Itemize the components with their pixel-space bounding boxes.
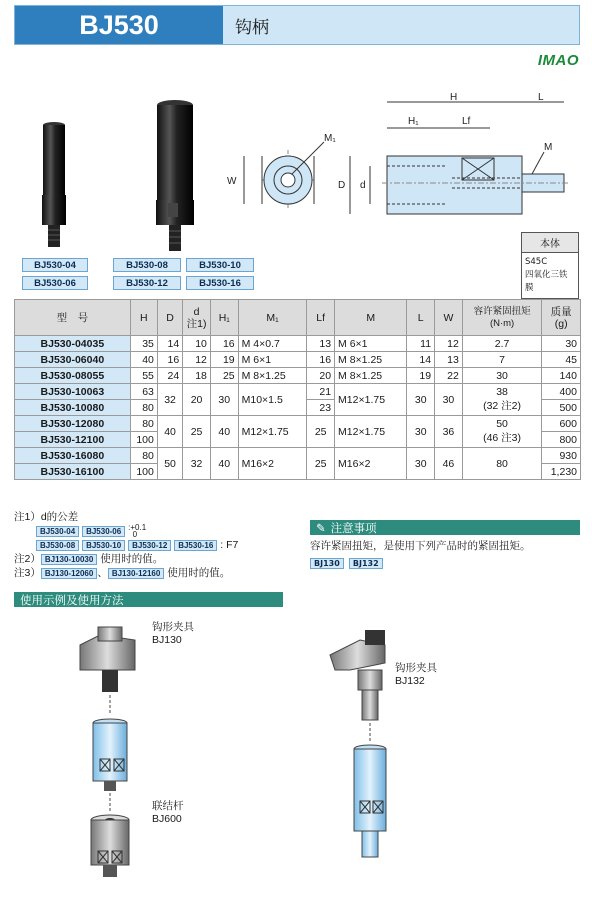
table-cell: 80 <box>130 416 157 432</box>
dim-label-d-inner: d <box>360 180 366 191</box>
chip-bj130: BJ130 <box>310 558 344 569</box>
part-chip: BJ130-10030 <box>41 554 97 565</box>
table-cell: M12×1.75 <box>335 416 407 448</box>
th-torque: 容许紧固扭矩 (N·m) <box>462 300 542 336</box>
table-cell: 400 <box>542 384 581 400</box>
note-1-line-b: BJ530-08 BJ530-10 BJ530-12 BJ530-16 : F7 <box>14 538 238 552</box>
th-w: W <box>435 300 463 336</box>
table-cell: 40 <box>210 448 238 480</box>
model-cell: BJ530-10063 <box>15 384 131 400</box>
table-cell: M 8×1.25 <box>238 368 307 384</box>
table-cell: 30 <box>210 384 238 416</box>
table-cell: 13 <box>435 352 463 368</box>
usage-illustration <box>60 615 490 910</box>
table-cell: 16 <box>157 352 182 368</box>
model-cell: BJ530-04035 <box>15 336 131 352</box>
photo-label-bj530-08: BJ530-08 <box>113 258 181 272</box>
part-chip: BJ130-12160 <box>108 568 164 579</box>
callout-bj132: 钩形夹具 BJ132 <box>395 662 437 687</box>
table-cell: 30 <box>407 448 435 480</box>
table-cell: M 8×1.25 <box>335 368 407 384</box>
product-code: BJ530 <box>15 6 223 44</box>
table-cell: 7 <box>462 352 542 368</box>
table-cell: 16 <box>307 352 335 368</box>
pencil-icon: ✎ <box>316 520 326 535</box>
material-finish: 四氧化三铁膜 <box>525 270 568 293</box>
th-mass: 质量 (g) <box>542 300 581 336</box>
photo-label-bj530-06: BJ530-06 <box>22 276 88 290</box>
table-cell: 500 <box>542 400 581 416</box>
material-box <box>521 232 579 299</box>
product-name: 钩柄 <box>223 6 579 44</box>
table-cell: 50 (46 注3) <box>462 416 542 448</box>
table-cell: M12×1.75 <box>335 384 407 416</box>
table-cell: M16×2 <box>238 448 307 480</box>
dim-label-d-outer: D <box>338 180 346 191</box>
table-cell: 25 <box>210 368 238 384</box>
imao-logo: IMAO <box>537 52 579 69</box>
note-1-line-a: BJ530-04 BJ530-06 :+0.1 0 <box>14 524 238 538</box>
table-cell: 63 <box>130 384 157 400</box>
callout-bj130: 钩形夹具 BJ130 <box>152 621 194 646</box>
note-1: 注1）d的公差 <box>14 511 79 523</box>
table-cell: M 6×1 <box>335 336 407 352</box>
model-cell: BJ530-06040 <box>15 352 131 368</box>
table-cell: 80 <box>130 400 157 416</box>
table-cell: 32 <box>183 448 211 480</box>
material-title: 本体 <box>522 233 578 253</box>
note-2: 注2） BJ130-10030 使用时的值。 <box>14 553 164 566</box>
table-cell: 80 <box>462 448 542 480</box>
photo-label-bj530-12: BJ530-12 <box>113 276 181 290</box>
table-cell: 22 <box>435 368 463 384</box>
dim-label-h1: H₁ <box>408 116 419 127</box>
th-m: M <box>335 300 407 336</box>
chip-bj530-10: BJ530-10 <box>82 540 125 551</box>
table-cell: 10 <box>183 336 211 352</box>
part-chip: BJ130-12060 <box>41 568 97 579</box>
table-cell: 30 <box>462 368 542 384</box>
table-cell: 1,230 <box>542 464 581 480</box>
th-d-outer: D <box>157 300 182 336</box>
table-cell: 46 <box>435 448 463 480</box>
table-cell: 38 (32 注2) <box>462 384 542 416</box>
photo-small-handle <box>34 115 74 250</box>
th-model: 型 号 <box>15 300 131 336</box>
material-steel: S45C <box>525 257 548 267</box>
table-cell: M 8×1.25 <box>335 352 407 368</box>
th-d-inner: d 注1) <box>183 300 211 336</box>
chip-bj530-04: BJ530-04 <box>36 526 79 537</box>
table-cell: 11 <box>407 336 435 352</box>
dim-label-m: M <box>544 142 553 153</box>
table-cell: 21 <box>307 384 335 400</box>
table-row <box>15 384 581 400</box>
table-cell: 25 <box>183 416 211 448</box>
th-h1: H₁ <box>210 300 238 336</box>
table-cell: 30 <box>407 384 435 416</box>
table-cell: 19 <box>210 352 238 368</box>
table-cell: 18 <box>183 368 211 384</box>
caution-text: 容许紧固扭矩，是使用下列产品时的紧固扭矩。 <box>310 540 531 552</box>
table-cell: 80 <box>130 448 157 464</box>
table-cell: 30 <box>542 336 581 352</box>
page-header <box>14 5 580 45</box>
table-row <box>15 368 581 384</box>
table-cell: 20 <box>183 384 211 416</box>
chip-bj530-06: BJ530-06 <box>82 526 125 537</box>
table-cell: 14 <box>157 336 182 352</box>
table-cell: 14 <box>407 352 435 368</box>
th-lf: Lf <box>307 300 335 336</box>
table-row <box>15 336 581 352</box>
table-row <box>15 352 581 368</box>
technical-drawing <box>222 88 582 228</box>
table-cell: 23 <box>307 400 335 416</box>
table-cell: 36 <box>435 416 463 448</box>
model-cell: BJ530-16100 <box>15 464 131 480</box>
dim-label-m1: M₁ <box>324 133 336 144</box>
table-cell: 45 <box>542 352 581 368</box>
dim-label-l: L <box>538 92 544 103</box>
model-cell: BJ530-08055 <box>15 368 131 384</box>
table-cell: 50 <box>157 448 182 480</box>
th-h: H <box>130 300 157 336</box>
photo-label-bj530-16: BJ530-16 <box>186 276 254 290</box>
table-row <box>15 448 581 464</box>
table-cell: M 6×1 <box>238 352 307 368</box>
table-cell: M12×1.75 <box>238 416 307 448</box>
table-row <box>15 416 581 432</box>
table-cell: 24 <box>157 368 182 384</box>
table-cell: 600 <box>542 416 581 432</box>
table-cell: 16 <box>210 336 238 352</box>
notes <box>14 510 238 580</box>
table-cell: 100 <box>130 432 157 448</box>
table-cell: 20 <box>307 368 335 384</box>
usage-title: 使用示例及使用方法 <box>14 592 283 607</box>
table-cell: 140 <box>542 368 581 384</box>
th-l: L <box>407 300 435 336</box>
table-cell: 19 <box>407 368 435 384</box>
model-cell: BJ530-12080 <box>15 416 131 432</box>
dim-label-w: W <box>227 176 237 187</box>
chip-bj530-08: BJ530-08 <box>36 540 79 551</box>
table-cell: 930 <box>542 448 581 464</box>
dim-label-lf: Lf <box>462 116 471 127</box>
table-cell: 40 <box>130 352 157 368</box>
table-cell: M10×1.5 <box>238 384 307 416</box>
model-cell: BJ530-10080 <box>15 400 131 416</box>
table-cell: 800 <box>542 432 581 448</box>
table-header-row <box>15 300 581 336</box>
table-cell: 12 <box>435 336 463 352</box>
chip-bj530-16: BJ530-16 <box>174 540 217 551</box>
spec-table <box>14 299 581 480</box>
chip-bj530-12: BJ530-12 <box>128 540 171 551</box>
model-cell: BJ530-12100 <box>15 432 131 448</box>
model-cell: BJ530-16080 <box>15 448 131 464</box>
table-cell: 12 <box>183 352 211 368</box>
table-cell: 25 <box>307 416 335 448</box>
th-m1: M₁ <box>238 300 307 336</box>
table-cell: 25 <box>307 448 335 480</box>
photo-label-bj530-10: BJ530-10 <box>186 258 254 272</box>
table-cell: 35 <box>130 336 157 352</box>
note-3: 注3） BJ130-12060 、 BJ130-12160 使用时的值。 <box>14 567 231 580</box>
dim-label-h: H <box>450 92 458 103</box>
table-cell: 13 <box>307 336 335 352</box>
caution-title: 注意事项 <box>330 520 377 535</box>
table-cell: 40 <box>210 416 238 448</box>
table-cell: 30 <box>435 384 463 416</box>
callout-bj600: 联结杆 BJ600 <box>152 800 184 825</box>
chip-bj132: BJ132 <box>349 558 383 569</box>
table-cell: M16×2 <box>335 448 407 480</box>
table-cell: 100 <box>130 464 157 480</box>
table-cell: M 4×0.7 <box>238 336 307 352</box>
table-cell: 55 <box>130 368 157 384</box>
photo-label-bj530-04: BJ530-04 <box>22 258 88 272</box>
table-cell: 2.7 <box>462 336 542 352</box>
caution-section <box>310 520 580 572</box>
photo-large-handle <box>150 95 200 255</box>
table-cell: 40 <box>157 416 182 448</box>
table-cell: 30 <box>407 416 435 448</box>
table-cell: 32 <box>157 384 182 416</box>
